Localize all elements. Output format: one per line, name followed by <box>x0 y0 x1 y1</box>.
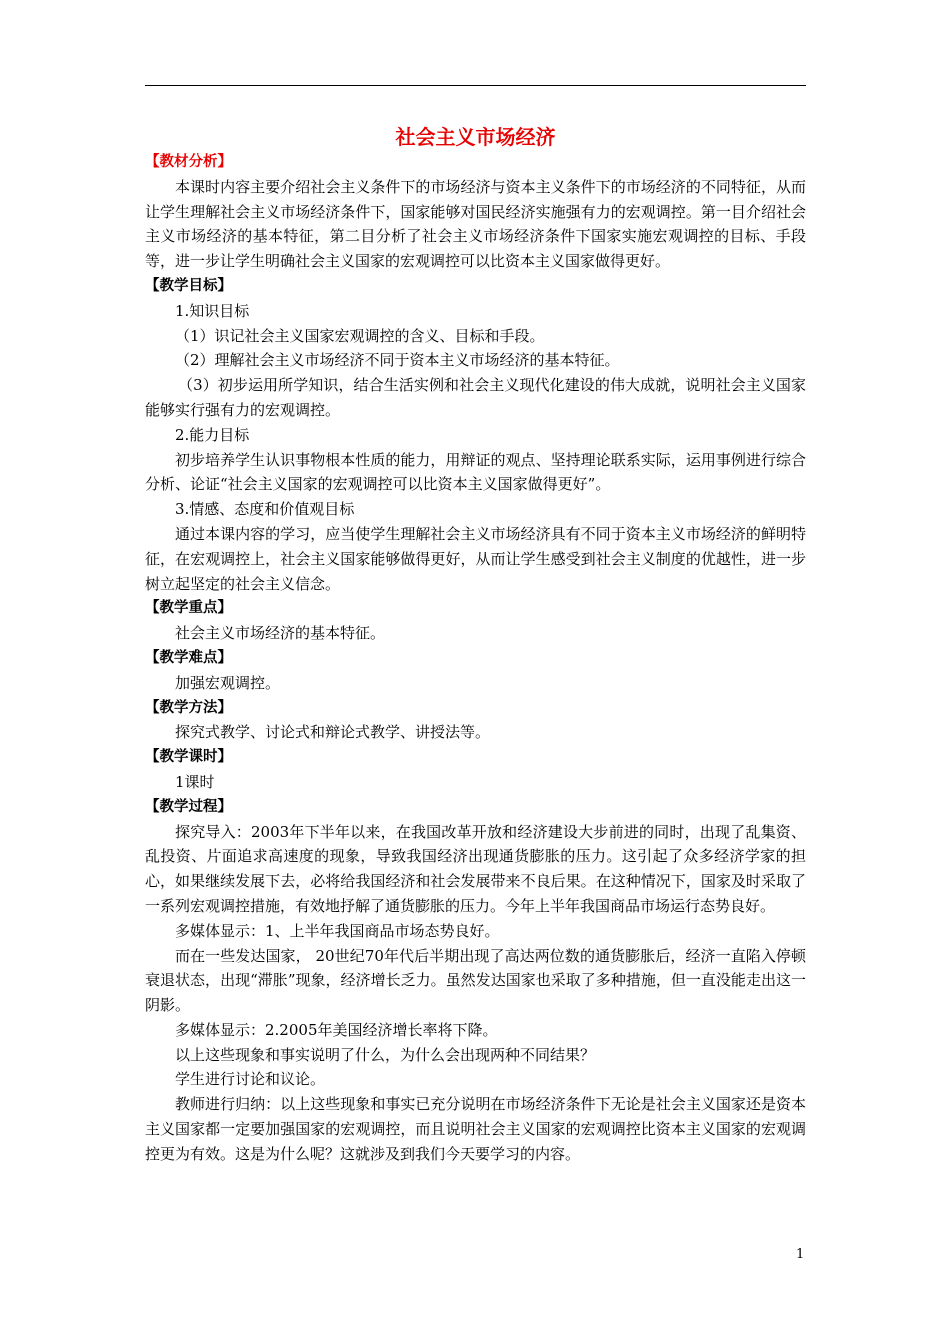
process-heading: 【教学过程】 <box>145 798 232 815</box>
method-heading: 【教学方法】 <box>145 699 232 716</box>
goal3-title: 3.情感、态度和价值观目标 <box>175 500 355 519</box>
header-rule <box>145 85 806 86</box>
goal2-text: 初步培养学生认识事物根本性质的能力，用辩证的观点、坚持理论联系实际，运用事例进行综合分析、论证“社会主义国家的宏观调控可以比资本主义国家做得更好”。 <box>145 450 806 494</box>
goal1-title: 1.知识目标 <box>175 301 250 320</box>
method-text: 探究式教学、讨论式和辩论式教学、讲授法等。 <box>175 723 491 742</box>
process-paragraph-1: 探究导入：2003年下半年以来，在我国改革开放和经济建设大步前进的同时，出现了乱集资、乱投资、片面追求高速度的现象，导致我国经济出现通货膨胀的压力。这引起了众多经济学家的担心，如果继续发展下去，必将给我国经济和社会发展带来不良后果。在这种情况下，国家及时采取了一系列宏观调控措施，有效地抒解了通货膨胀的压力。今年上半年我国商品市场运行态势良好。 <box>145 822 806 915</box>
goal2-title: 2.能力目标 <box>175 425 250 444</box>
hours-heading: 【教学课时】 <box>145 749 232 766</box>
process-paragraph-5: 以上这些现象和事实说明了什么，为什么会出现两种不同结果？ <box>175 1045 596 1064</box>
process-paragraph-7: 教师进行归纳：以上这些现象和事实已充分说明在市场经济条件下无论是社会主义国家还是资本主义国家都一定要加强国家的宏观调控，而且说明社会主义国家的宏观调控比资本主义国家的宏观调控更为有效。这是为什么呢？这就涉及到我们今天要学习的内容。 <box>145 1095 806 1163</box>
key-heading: 【教学重点】 <box>145 600 232 617</box>
difficulty-heading: 【教学难点】 <box>145 649 232 666</box>
process-paragraph-3: 而在一些发达国家， 20世纪70年代后半期出现了高达两位数的通货膨胀后，经济一直陷入停顿衰退状态，出现“滞胀”现象，经济增长乏力。虽然发达国家也采取了多种措施，但一直没能走出这一阴影。 <box>145 946 806 1015</box>
process-paragraph-6: 学生进行讨论和议论。 <box>175 1070 326 1089</box>
document-body <box>145 150 806 1167</box>
analysis-heading: 【教材分析】 <box>145 154 232 170</box>
goals-heading: 【教学目标】 <box>145 277 232 294</box>
document-title: 社会主义市场经济 <box>395 125 556 149</box>
page-number: 1 <box>796 1247 805 1262</box>
goal1-item2: （2）理解社会主义市场经济不同于资本主义市场经济的基本特征。 <box>175 351 620 370</box>
goal3-text: 通过本课内容的学习，应当使学生理解社会主义市场经济具有不同于资本主义市场经济的鲜明特征，在宏观调控上，社会主义国家能够做得更好，从而让学生感受到社会主义制度的优越性，进一步树立起坚定的社会主义信念。 <box>145 524 806 593</box>
key-text: 社会主义市场经济的基本特征。 <box>175 624 386 643</box>
process-paragraph-4: 多媒体显示：2.2005年美国经济增长率将下降。 <box>175 1020 498 1039</box>
process-paragraph-2: 多媒体显示：1、上半年我国商品市场态势良好。 <box>175 921 500 940</box>
hours-text: 1课时 <box>175 772 215 791</box>
goal1-item3: （3）初步运用所学知识，结合生活实例和社会主义现代化建设的伟大成就，说明社会主义国家能够实行强有力的宏观调控。 <box>145 376 806 419</box>
analysis-text: 本课时内容主要介绍社会主义条件下的市场经济与资本主义条件下的市场经济的不同特征，从而让学生理解社会主义市场经济条件下，国家能够对国民经济实施强有力的宏观调控。第一目介绍社会主义市场经济的基本特征，第二目分析了社会主义市场经济条件下国家实施宏观调控的目标、手段等，进一步让学生明确社会主义国家的宏观调控可以比资本主义国家做得更好。 <box>145 177 806 271</box>
difficulty-text: 加强宏观调控。 <box>175 673 281 692</box>
goal1-item1: （1）识记社会主义国家宏观调控的含义、目标和手段。 <box>175 326 545 345</box>
